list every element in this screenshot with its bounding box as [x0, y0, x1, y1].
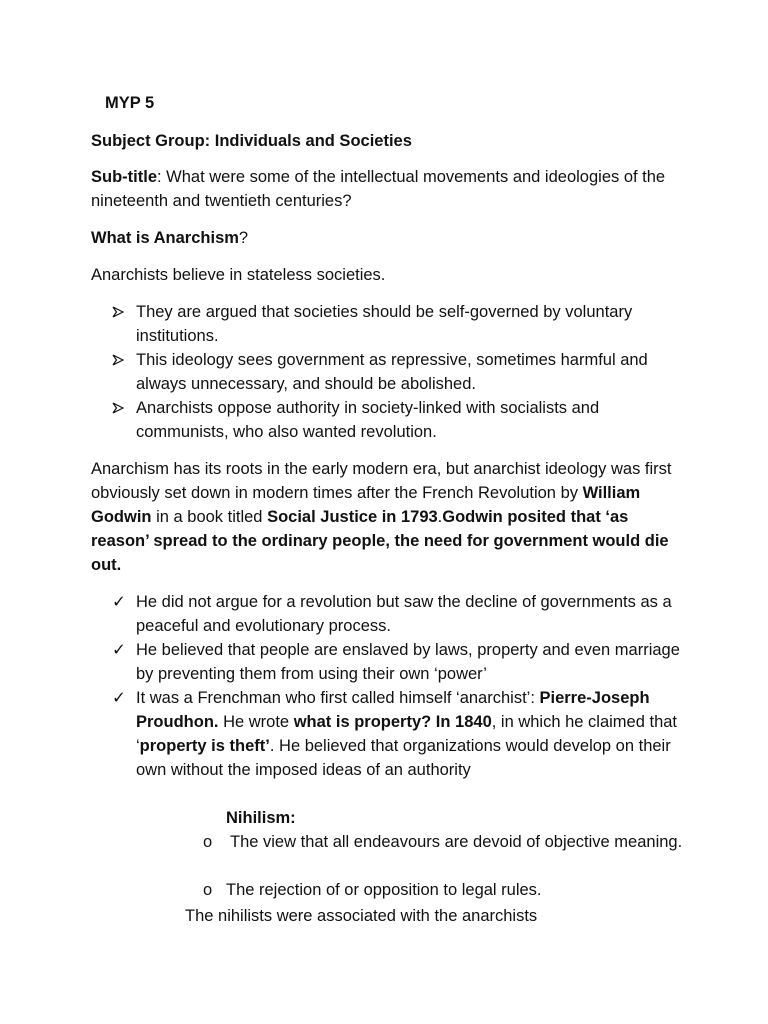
arrowhead-bullet-icon [112, 300, 132, 325]
list-item: ✓ It was a Frenchman who first called himself ‘anarchist’: Pierre-Joseph Proudhon. He wrote what is property? In 1840, in which he claimed that ‘property is theft’. He believed that organizations would develop on their own without the imposed ideas of an authority [112, 686, 697, 782]
subtitle-text: : What were some of the intellectual movements and ideologies of the nineteenth and twentieth centuries? [91, 168, 666, 210]
list-item: o The view that all endeavours are devoid of objective meaning. [203, 830, 683, 854]
anarchism-intro: Anarchists believe in stateless societies. [91, 266, 386, 284]
subtitle-paragraph [91, 165, 686, 213]
list-item: ✓ He did not argue for a revolution but saw the decline of governments as a peaceful and evolutionary process. [112, 590, 692, 638]
circle-bullet-icon: o [203, 881, 213, 899]
list-item: ✓ He believed that people are enslaved by laws, property and even marriage by preventing them from using their own ‘power’ [112, 638, 692, 686]
nihilism-note: The nihilists were associated with the anarchists [185, 907, 538, 925]
course-title: MYP 5 [105, 94, 155, 112]
checkmark-icon: ✓ [112, 593, 126, 611]
checkmark-icon: ✓ [112, 689, 126, 707]
list-item: This ideology sees government as repressive, sometimes harmful and always unnecessary, and should be abolished. [112, 348, 692, 396]
anarchism-heading: What is Anarchism? [91, 229, 249, 247]
arrowhead-bullet-icon [112, 348, 132, 373]
circle-bullet-icon: o [203, 833, 213, 851]
list-item: o The rejection of or opposition to legal rules. [203, 878, 683, 902]
nihilism-heading: Nihilism: [226, 809, 296, 827]
list-item: They are argued that societies should be self-governed by voluntary institutions. [112, 300, 692, 348]
subtitle-label: Sub-title [91, 168, 157, 186]
list-item: Anarchists oppose authority in society-linked with socialists and communists, who also wanted revolution. [112, 396, 692, 444]
subject-group: Subject Group: Individuals and Societies [91, 132, 412, 150]
checkmark-icon: ✓ [112, 641, 126, 659]
roots-paragraph: Anarchism has its roots in the early modern era, but anarchist ideology was first obviously set down in modern times after the French Revolution by William Godwin in a book titled Social Justice in 1793.Godwin posited that ‘as reason’ spread to the ordinary people, the need for government would die out. [91, 460, 672, 574]
arrowhead-bullet-icon [112, 396, 132, 421]
